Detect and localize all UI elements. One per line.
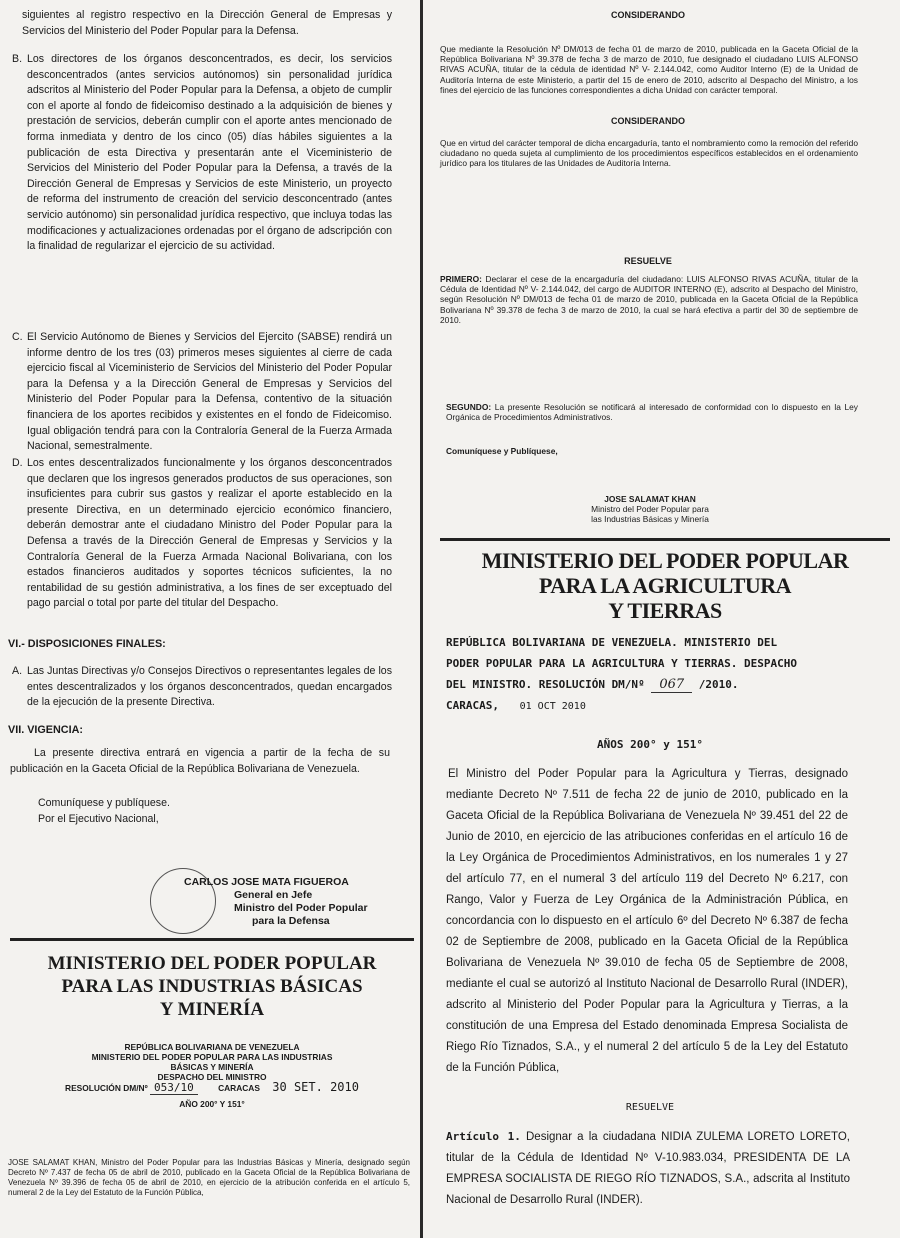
segundo-label: SEGUNDO: <box>446 402 492 412</box>
considerando-1-heading: CONSIDERANDO <box>610 10 685 20</box>
considerando-2-text: Que en virtud del carácter temporal de dicha encargaduría, tanto el nombramiento como la remoción del referido ciudadano no queda sujeta al cumplimiento de los procedimientos específicos establecidos en el ordenamiento jurídico para los titulares de las Unidades de Auditoría Interna. <box>440 138 858 169</box>
left-preamble: JOSE SALAMAT KHAN, Ministro del Poder Popular para las Industrias Básicas y Minería, designado según Decreto Nº 7.437 de fecha 05 de abril de 2010, publicado en la Gaceta Oficial de la República Bolivariana de Venezuela Nº 39.396 de fecha 05 de abril de 2010, en ejercicio de la atribución conferida en el artículo 5, numeral 2 de la Ley del Estatuto de la Función Pública, <box>8 1158 410 1197</box>
right-heading-line-3-pre: DEL MINISTRO. RESOLUCIÓN DM/Nº <box>446 678 645 691</box>
primero-paragraph <box>440 274 858 325</box>
considerando-1-text: Que mediante la Resolución Nº DM/013 de fecha 01 de marzo de 2010, publicada en la Gaceta Oficial de la República Bolivariana Nº 39.378 de fecha 3 de marzo de 2010, fue designado el ciudadano LUIS ALFONSO RIVAS ACUÑA, titular de la cédula de identidad Nº V- 2.144.042, como Auditor Interno (E) de la Unidad de Auditoría Interna de este Ministerio, a partir del 15 de enero de 2010, adscrito al Despacho del Ministro, a los fines del ejercicio de las funciones correspondientes a dicha Unidad con carácter temporal. <box>440 44 858 95</box>
articulo-text: Designar a la ciudadana NIDIA ZULEMA LORETO LORETO, titular de la Cédula de Identidad Nº V-10.983.034, PRESIDENTA DE LA EMPRESA SOCIALISTA DE RIEGO RÍO TIZNADOS, S.A., adscrita al Instituto Nacional de Desarrollo Rural (INDER). <box>446 1131 850 1206</box>
right-ministry-title <box>440 548 890 623</box>
right-signature-name: JOSE SALAMAT KHAN <box>604 494 696 504</box>
column-divider <box>420 0 423 1238</box>
left-resolution-number: 053/10 <box>150 1081 198 1095</box>
vigencia-paragraph: La presente directiva entrará en vigencia a partir de la fecha de su publicación en la Gaceta Oficial de la República Bolivariana de Venezuela. <box>10 747 390 775</box>
segundo-paragraph <box>446 402 858 422</box>
section-vi-heading: VI.- DISPOSICIONES FINALES: <box>8 638 166 650</box>
right-signature-title-2: las Industrias Básicas y Minería <box>591 514 709 524</box>
left-header-line-4: DESPACHO DEL MINISTRO <box>157 1072 267 1082</box>
primero-text: Declarar el cese de la encargaduría del ciudadano: LUIS ALFONSO RIVAS ACUÑA, titular de la Cédula de Identidad Nº V- 2.144.042, del cargo de AUDITOR INTERNO (E), adscrito al Despacho del Ministro, según Resolución Nº DM/013 de fecha 01 de marzo de 2010, publicada en la Gaceta Oficial de la República Bolivariana Nº 39.378 de fecha 3 de marzo de 2010, la cual se hará efectiva a partir del 30 de septiembre de 2010. <box>440 274 858 325</box>
item-b <box>12 52 392 265</box>
left-resolution-line <box>10 1082 414 1093</box>
left-header-line-2: MINISTERIO DEL PODER POPULAR PARA LAS INDUSTRIAS <box>91 1052 333 1062</box>
left-signature-title-1: General en Jefe <box>234 889 313 901</box>
item-d-text: Los entes descentralizados funcionalmente y los órganos desconcentrados que declaren que los ingresos generados productos de sus operaciones, son insuficientes para cubrir sus gastos y realizar el aporte establecido en la presente Directiva, en un determinado ejercicio económico financiero, deberán demostrar ante el ciudadano Ministro del Poder Popular para la Defensa a través de la Dirección General de Empresas y Servicios y la Contraloría General de la Fuerza Armada Nacional Bolivariana, con los estados financieros auditados y soportes técnicos suficientes, la no rentabilidad de su gestión administrativa, a los fines de ser exceptuado del pago parcial o total por parte del titular del Despacho. <box>27 457 392 610</box>
right-heading-line-3-post: /2010. <box>698 678 739 691</box>
item-a-letter: A. <box>12 665 23 677</box>
right-signature-block <box>560 494 740 524</box>
right-ministry-line-2: PARA LA AGRICULTURA <box>538 573 792 598</box>
right-city-date-line <box>446 695 866 717</box>
right-ministry-line-1: MINISTERIO DEL PODER POPULAR <box>481 548 849 573</box>
left-ministry-line-3: Y MINERÍA <box>159 999 265 1020</box>
left-resolution-label: RESOLUCIÓN DM/Nº <box>65 1083 148 1093</box>
item-b-text: Los directores de los órganos desconcentrados, es decir, los servicios desconcentrados (antes servicios autónomos) sin personalidad jurídica adscritos al Ministerio del Poder Popular para la Defensa, a objeto de cumplir con el aporte al fondo de fideicomiso destinado a la adquisición de bienes y prestación de servicios, deberán cumplir con el aporte antes mencionado de forma inmediata y dentro de los cinco (05) días hábiles siguientes a la publicación de esta Directiva y presentarán ante el Viceministerio de Servicios del Ministerio del Poder Popular para la Defensa, a través de la Dirección General de Empresas y Servicios de este Ministerio, un proyecto de reforma del instrumento de creación del servicio desconcentrado (antes servicio autónomo) sin personalidad jurídica respectivo, que incluya todas las modificaciones y actualizaciones ordenadas por el órgano de adscripción con la finalidad de regularizar el ejercicio de su actividad. <box>27 53 392 253</box>
item-c-letter: C. <box>12 331 23 343</box>
considerando-2-heading: CONSIDERANDO <box>610 116 685 126</box>
right-resolution-heading <box>446 632 866 717</box>
right-years: AÑOS 200° y 151° <box>597 738 703 751</box>
left-signature-name: CARLOS JOSE MATA FIGUEROA <box>184 876 349 888</box>
right-ministry-rule <box>440 538 890 541</box>
left-city-label: CARACAS <box>218 1083 260 1093</box>
right-closing: Comuníquese y Publíquese, <box>446 446 558 456</box>
resuelve-1-heading: RESUELVE <box>624 256 672 266</box>
right-heading-line-1: REPÚBLICA BOLIVARIANA DE VENEZUELA. MINISTERIO DEL <box>446 636 778 649</box>
item-b-letter: B. <box>12 53 23 65</box>
left-resolution-date: 30 SET. 2010 <box>272 1080 359 1094</box>
section-vii-heading: VII. VIGENCIA: <box>8 724 83 736</box>
left-signature-block <box>184 876 404 928</box>
item-d <box>12 456 392 623</box>
left-years: AÑO 200° Y 151° <box>179 1099 245 1109</box>
item-a <box>12 664 392 721</box>
articulo-paragraph <box>446 1126 850 1211</box>
item-c-text: El Servicio Autónomo de Bienes y Servicios del Ejercito (SABSE) rendirá un informe dentro de los tres (03) primeros meses siguientes al cierre de cada ejercicio fiscal al Viceministerio de Servicios del Ministerio del Poder Popular para la Defensa y a la Dirección General de Empresas y Servicios del Ministerio del Poder Popular para la Defensa, contentivo de la situación financiera de los aportes recibidos y existentes en el fondo de Fideicomiso. Igual obligación tendrá para con la Contraloría General de la Fuerza Armada Nacional, semestralmente. <box>27 331 392 453</box>
left-signature-title-2: Ministro del Poder Popular <box>234 902 368 914</box>
left-ministry-line-2: PARA LAS INDUSTRIAS BÁSICAS <box>61 976 363 997</box>
intro-paragraph: siguientes al registro respectivo en la Dirección General de Empresas y Servicios del Ministerio del Poder Popular para la Defensa. <box>22 9 392 37</box>
closing-line-2: Por el Ejecutivo Nacional, <box>38 813 159 825</box>
left-signature-title-3: para la Defensa <box>252 915 330 927</box>
left-header-line-1: REPÚBLICA BOLIVARIANA DE VENEZUELA <box>124 1042 300 1052</box>
segundo-text: La presente Resolución se notificará al interesado de conformidad con lo dispuesto en la Ley Orgánica de Procedimientos Administrativos. <box>446 402 858 423</box>
item-d-letter: D. <box>12 457 23 469</box>
left-resolution-header <box>10 1042 414 1109</box>
right-heading-line-3 <box>446 674 866 695</box>
item-c <box>12 330 392 465</box>
right-resolution-number: 067 <box>651 677 692 693</box>
left-ministry-rule <box>10 938 414 941</box>
left-header-line-3: BÁSICAS Y MINERÍA <box>170 1062 254 1072</box>
right-heading-line-2: PODER POPULAR PARA LA AGRICULTURA Y TIERRAS. DESPACHO <box>446 657 797 670</box>
articulo-label: Artículo 1. <box>446 1130 521 1143</box>
left-ministry-line-1: MINISTERIO DEL PODER POPULAR <box>47 953 377 974</box>
primero-label: PRIMERO: <box>440 274 482 284</box>
right-signature-title-1: Ministro del Poder Popular para <box>591 504 709 514</box>
resuelve-2-heading: RESUELVE <box>625 1102 675 1113</box>
right-city: CARACAS, <box>446 699 499 712</box>
item-a-text: Las Juntas Directivas y/o Consejos Directivos o representantes legales de los entes descentralizados y los órganos desconcentrados, quedan encargados de la ejecución de la presente Directiva. <box>27 665 392 709</box>
right-body-paragraph: El Ministro del Poder Popular para la Agricultura y Tierras, designado mediante Decreto Nº 7.511 de fecha 22 de junio de 2010, publicado en la Gaceta Oficial de la República Bolivariana de Venezuela Nº 39.451 del 22 de Junio de 2010, en ejercicio de las atribuciones conferidas en el artículo 16 de la Ley Orgánica de Procedimientos Administrativos, en los numerales 1 y 27 del artículo 77, en el numeral 3 del artículo 119 del Decreto Nº 6.217, con Rango, Valor y Fuerza de Ley Orgánica de la Administración Pública, en concordancia con lo dispuesto en el artículo 6º del Decreto Nº 6.387 de fecha 02 de Septiembre de 2008, publicado en la Gaceta Oficial de la República Bolivariana de Venezuela Nº 39.010 de fecha 05 de Septiembre de 2008, mediante el cual se autorizó al Instituto Nacional de Desarrollo Rural (INDER), adscrito al Ministerio del Poder Popular para la Agricultura y Tierras, a la constitución de una Empresa del Estado denominada Empresa Socialista de Riego Río Tiznados, S.A., y el numeral 2 del artículo 5 de la Ley del Estatuto de la Función Pública, <box>446 768 848 1074</box>
right-date: 01 OCT 2010 <box>519 701 586 712</box>
right-ministry-line-3: Y TIERRAS <box>608 598 722 623</box>
left-ministry-title <box>10 952 414 1021</box>
closing-line-1: Comuníquese y publíquese. <box>38 797 170 809</box>
